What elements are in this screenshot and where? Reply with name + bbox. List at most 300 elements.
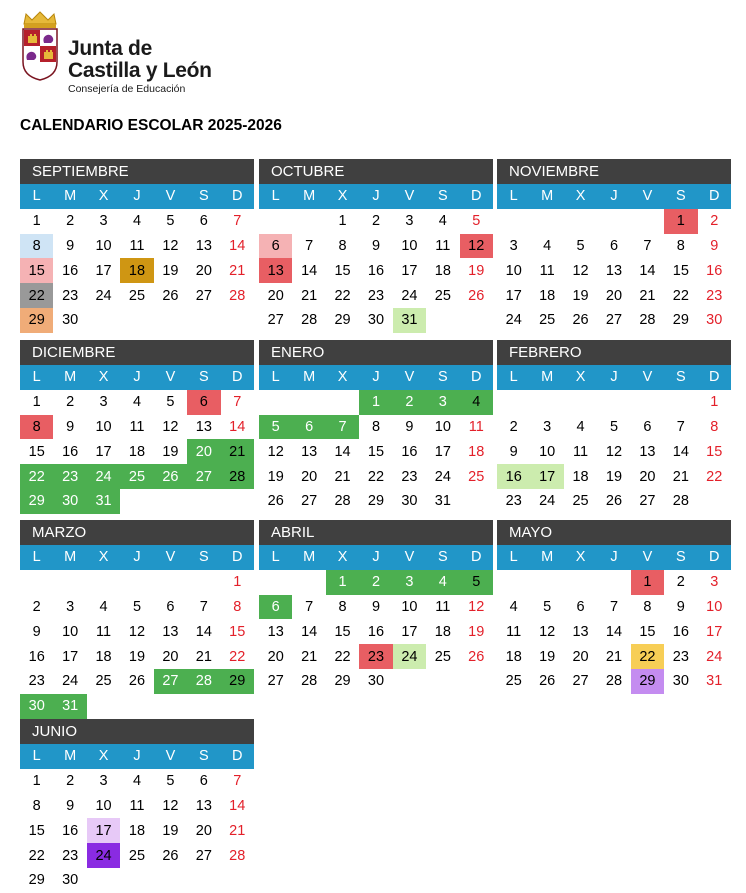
day-cell: 20 [267, 287, 284, 304]
empty-cell [292, 570, 325, 595]
day-cell: 27 [605, 312, 623, 329]
day-cell: 23 [401, 468, 418, 485]
month-name: OCTUBRE [259, 159, 493, 184]
empty-cell [259, 209, 292, 234]
empty-cell [564, 209, 597, 234]
day-cell: 20 [195, 822, 212, 839]
day-cell: 14 [195, 623, 212, 640]
day-cell: 19 [572, 287, 589, 304]
day-cell: 9 [66, 797, 75, 814]
month-name: NOVIEMBRE [497, 159, 731, 184]
weekday-header: X [326, 184, 359, 209]
month-grid [259, 184, 493, 333]
month-septiembre [20, 159, 254, 333]
weekday-header: S [426, 365, 459, 390]
day-cell: 21 [229, 262, 246, 279]
day-cell: 23 [53, 464, 86, 489]
day-cell: 24 [401, 287, 418, 304]
day-cell: 25 [468, 468, 485, 485]
day-cell: 21 [605, 648, 623, 665]
day-cell: 3 [426, 390, 459, 415]
day-cell: 28 [639, 312, 656, 329]
day-cell: 13 [195, 418, 212, 435]
day-cell: 21 [334, 468, 351, 485]
day-cell: 7 [643, 237, 652, 254]
day-cell: 4 [460, 390, 493, 415]
day-cell: 9 [371, 598, 381, 615]
day-cell: 14 [639, 262, 656, 279]
day-cell: 3 [710, 574, 719, 591]
day-cell: 9 [371, 237, 381, 254]
month-grid [20, 744, 254, 893]
day-cell: 12 [460, 234, 493, 259]
day-cell: 17 [87, 818, 120, 843]
day-cell: 29 [334, 673, 351, 690]
day-cell: 10 [95, 797, 112, 814]
day-cell: 2 [359, 570, 392, 595]
empty-cell [530, 390, 563, 415]
day-cell: 10 [95, 418, 112, 435]
day-cell: 14 [301, 262, 318, 279]
day-cell: 30 [62, 312, 79, 329]
day-cell: 31 [53, 694, 86, 719]
month-name: MAYO [497, 520, 731, 545]
day-cell: 13 [195, 797, 212, 814]
day-cell: 5 [460, 570, 493, 595]
day-cell: 12 [572, 262, 589, 279]
day-cell: 4 [132, 773, 142, 790]
weekday-header: X [564, 545, 597, 570]
month-mayo [497, 520, 731, 694]
day-cell: 17 [62, 648, 79, 665]
day-cell: 4 [426, 570, 459, 595]
weekday-header: S [187, 184, 220, 209]
day-cell: 6 [259, 234, 292, 259]
day-cell: 16 [401, 443, 418, 460]
day-cell: 22 [20, 464, 53, 489]
day-cell: 7 [233, 213, 242, 230]
day-cell: 30 [53, 489, 86, 514]
day-cell: 6 [643, 418, 652, 435]
weekday-header: S [187, 744, 220, 769]
day-cell: 2 [66, 213, 75, 230]
day-cell: 17 [401, 623, 418, 640]
day-cell: 25 [434, 287, 451, 304]
day-cell: 2 [66, 394, 75, 411]
day-cell: 29 [631, 669, 664, 694]
org-name-line2: Castilla y León [68, 59, 212, 82]
day-cell: 16 [62, 443, 79, 460]
day-cell: 15 [28, 822, 45, 839]
empty-cell [259, 390, 292, 415]
month-name: DICIEMBRE [20, 340, 254, 365]
junta-logo [20, 10, 220, 100]
day-cell: 23 [62, 287, 79, 304]
day-cell: 10 [401, 598, 418, 615]
org-name-line1: Junta de [68, 37, 152, 60]
weekday-header: J [120, 365, 153, 390]
day-cell: 5 [609, 418, 619, 435]
day-cell: 19 [128, 648, 146, 665]
day-cell: 19 [162, 443, 179, 460]
weekday-header: D [460, 545, 493, 570]
weekday-header: X [87, 365, 120, 390]
day-cell: 11 [96, 623, 112, 640]
day-cell: 28 [672, 493, 689, 510]
day-cell: 1 [326, 570, 359, 595]
day-cell: 28 [187, 669, 220, 694]
day-cell: 27 [301, 493, 318, 510]
day-cell: 28 [301, 673, 318, 690]
weekday-header: M [292, 184, 325, 209]
day-cell: 22 [672, 287, 689, 304]
day-cell: 15 [20, 258, 53, 283]
day-cell: 27 [195, 847, 212, 864]
day-cell: 20 [605, 287, 623, 304]
day-cell: 14 [334, 443, 351, 460]
day-cell: 26 [162, 847, 179, 864]
day-cell: 25 [128, 287, 146, 304]
day-cell: 1 [233, 574, 242, 591]
day-cell: 5 [576, 237, 585, 254]
day-cell: 13 [301, 443, 318, 460]
day-cell: 8 [676, 237, 685, 254]
day-cell: 12 [468, 598, 485, 615]
day-cell: 27 [187, 464, 220, 489]
day-cell: 11 [435, 237, 451, 254]
month-diciembre [20, 340, 254, 514]
day-cell: 26 [468, 287, 485, 304]
day-cell: 14 [229, 237, 246, 254]
day-cell: 18 [128, 822, 146, 839]
day-cell: 6 [166, 598, 175, 615]
day-cell: 2 [371, 213, 381, 230]
month-abril [259, 520, 493, 694]
day-cell: 25 [505, 673, 522, 690]
day-cell: 8 [32, 797, 41, 814]
day-cell: 12 [162, 797, 179, 814]
weekday-header: L [20, 545, 53, 570]
day-cell: 2 [66, 773, 75, 790]
day-cell: 24 [505, 312, 522, 329]
weekday-header: X [87, 744, 120, 769]
coat-of-arms-icon [20, 10, 60, 82]
day-cell: 27 [639, 493, 656, 510]
day-cell: 7 [609, 598, 619, 615]
day-cell: 29 [20, 489, 53, 514]
day-cell: 12 [162, 418, 179, 435]
empty-cell [631, 209, 664, 234]
weekday-header: D [221, 184, 254, 209]
day-cell: 18 [434, 623, 451, 640]
day-cell: 15 [334, 262, 351, 279]
day-cell: 4 [543, 237, 552, 254]
day-cell: 5 [543, 598, 552, 615]
day-cell: 16 [62, 262, 79, 279]
day-cell: 23 [359, 644, 392, 669]
day-cell: 3 [393, 570, 426, 595]
day-cell: 4 [99, 598, 108, 615]
day-cell: 2 [32, 598, 41, 615]
day-cell: 24 [87, 843, 120, 868]
day-cell: 27 [195, 287, 212, 304]
day-cell: 2 [509, 418, 518, 435]
day-cell: 13 [605, 262, 623, 279]
day-cell: 16 [367, 262, 385, 279]
day-cell: 25 [434, 648, 451, 665]
weekday-header: J [359, 545, 392, 570]
weekday-header: D [460, 184, 493, 209]
weekday-header: X [326, 545, 359, 570]
day-cell: 8 [338, 237, 347, 254]
day-cell: 6 [292, 415, 325, 440]
weekday-header: L [259, 365, 292, 390]
weekday-header: J [120, 184, 153, 209]
day-cell: 17 [434, 443, 451, 460]
empty-cell [631, 390, 664, 415]
empty-cell [292, 390, 325, 415]
weekday-header: D [460, 365, 493, 390]
day-cell: 26 [605, 493, 623, 510]
day-cell: 24 [87, 464, 120, 489]
empty-cell [564, 570, 597, 595]
day-cell: 16 [367, 623, 385, 640]
day-cell: 21 [301, 287, 318, 304]
day-cell: 13 [639, 443, 656, 460]
day-cell: 28 [229, 287, 246, 304]
day-cell: 10 [505, 262, 522, 279]
day-cell: 27 [267, 312, 284, 329]
weekday-header: S [664, 545, 697, 570]
day-cell: 30 [672, 673, 689, 690]
day-cell: 5 [166, 773, 175, 790]
month-febrero [497, 340, 731, 514]
month-grid [259, 545, 493, 694]
day-cell: 4 [132, 394, 142, 411]
day-cell: 9 [32, 623, 41, 640]
day-cell: 11 [573, 443, 589, 460]
day-cell: 17 [95, 443, 112, 460]
empty-cell [530, 570, 563, 595]
month-grid [497, 184, 731, 333]
empty-cell [597, 390, 630, 415]
day-cell: 31 [87, 489, 120, 514]
day-cell: 10 [706, 598, 723, 615]
day-cell: 7 [326, 415, 359, 440]
day-cell: 4 [509, 598, 518, 615]
day-cell: 3 [66, 598, 75, 615]
empty-cell [564, 390, 597, 415]
day-cell: 20 [639, 468, 656, 485]
day-cell: 18 [95, 648, 112, 665]
month-name: MARZO [20, 520, 254, 545]
weekday-header: D [221, 545, 254, 570]
empty-cell [292, 209, 325, 234]
day-cell: 19 [468, 262, 485, 279]
day-cell: 30 [62, 872, 79, 889]
day-cell: 23 [367, 287, 385, 304]
day-cell: 21 [195, 648, 212, 665]
day-cell: 16 [706, 262, 723, 279]
weekday-header: D [698, 184, 731, 209]
weekday-header: D [698, 365, 731, 390]
month-noviembre [497, 159, 731, 333]
day-cell: 3 [99, 394, 108, 411]
month-grid [497, 365, 731, 514]
day-cell: 28 [301, 312, 318, 329]
day-cell: 17 [95, 262, 112, 279]
day-cell: 15 [639, 623, 656, 640]
weekday-header: V [393, 365, 426, 390]
day-cell: 26 [267, 493, 284, 510]
day-cell: 3 [99, 213, 108, 230]
weekday-header: V [154, 184, 187, 209]
weekday-header: V [154, 545, 187, 570]
weekday-header: V [393, 545, 426, 570]
weekday-header: M [53, 744, 86, 769]
empty-cell [530, 209, 563, 234]
day-cell: 8 [20, 234, 53, 259]
weekday-header: V [631, 545, 664, 570]
day-cell: 24 [539, 493, 556, 510]
weekday-header: J [359, 184, 392, 209]
day-cell: 9 [66, 237, 75, 254]
weekday-header: X [564, 184, 597, 209]
day-cell: 29 [221, 669, 254, 694]
day-cell: 18 [539, 287, 556, 304]
day-cell: 30 [706, 312, 723, 329]
weekday-header: V [631, 184, 664, 209]
day-cell: 30 [367, 312, 385, 329]
day-cell: 7 [233, 394, 242, 411]
day-cell: 10 [434, 418, 451, 435]
weekday-header: L [20, 744, 53, 769]
day-cell: 16 [28, 648, 45, 665]
weekday-header: D [221, 365, 254, 390]
month-name: ENERO [259, 340, 493, 365]
weekday-header: M [292, 365, 325, 390]
day-cell: 24 [95, 287, 112, 304]
weekday-header: S [187, 545, 220, 570]
day-cell: 18 [572, 468, 589, 485]
day-cell: 13 [259, 258, 292, 283]
day-cell: 3 [509, 237, 518, 254]
day-cell: 17 [505, 287, 522, 304]
day-cell: 24 [434, 468, 451, 485]
page-title: CALENDARIO ESCOLAR 2025-2026 [20, 117, 282, 134]
day-cell: 8 [643, 598, 652, 615]
weekday-header: L [20, 365, 53, 390]
weekday-header: M [530, 365, 563, 390]
day-cell: 20 [572, 648, 589, 665]
day-cell: 23 [28, 673, 45, 690]
day-cell: 20 [162, 648, 179, 665]
weekday-header: J [597, 184, 630, 209]
day-cell: 8 [371, 418, 381, 435]
month-name: ABRIL [259, 520, 493, 545]
day-cell: 14 [229, 418, 246, 435]
weekday-header: X [564, 365, 597, 390]
day-cell: 6 [187, 390, 220, 415]
day-cell: 11 [539, 262, 555, 279]
day-cell: 18 [434, 262, 451, 279]
weekday-header: S [187, 365, 220, 390]
month-grid [20, 365, 254, 514]
day-cell: 7 [199, 598, 208, 615]
day-cell: 17 [530, 464, 563, 489]
day-cell: 27 [154, 669, 187, 694]
day-cell: 25 [95, 673, 112, 690]
empty-cell [87, 570, 120, 595]
month-octubre [259, 159, 493, 333]
day-cell: 22 [229, 648, 246, 665]
day-cell: 4 [576, 418, 585, 435]
day-cell: 8 [20, 415, 53, 440]
day-cell: 29 [367, 493, 385, 510]
weekday-header: L [497, 184, 530, 209]
day-cell: 19 [162, 262, 179, 279]
empty-cell [326, 390, 359, 415]
day-cell: 3 [543, 418, 552, 435]
day-cell: 26 [128, 673, 146, 690]
day-cell: 10 [95, 237, 112, 254]
day-cell: 16 [62, 822, 79, 839]
day-cell: 15 [28, 443, 45, 460]
weekday-header: L [259, 184, 292, 209]
day-cell: 23 [505, 493, 522, 510]
weekday-header: D [698, 545, 731, 570]
day-cell: 11 [129, 797, 145, 814]
month-marzo [20, 520, 254, 719]
day-cell: 19 [539, 648, 556, 665]
empty-cell [497, 570, 530, 595]
day-cell: 26 [572, 312, 589, 329]
day-cell: 1 [631, 570, 664, 595]
day-cell: 28 [229, 847, 246, 864]
day-cell: 22 [334, 287, 351, 304]
day-cell: 20 [187, 439, 220, 464]
day-cell: 9 [509, 443, 518, 460]
day-cell: 10 [401, 237, 418, 254]
day-cell: 22 [367, 468, 385, 485]
weekday-header: M [530, 545, 563, 570]
day-cell: 24 [393, 644, 426, 669]
day-cell: 7 [305, 237, 314, 254]
empty-cell [120, 570, 153, 595]
day-cell: 30 [367, 673, 385, 690]
day-cell: 31 [706, 673, 723, 690]
day-cell: 17 [401, 262, 418, 279]
weekday-header: X [87, 545, 120, 570]
month-grid [497, 545, 731, 694]
day-cell: 11 [129, 418, 145, 435]
day-cell: 30 [401, 493, 418, 510]
day-cell: 31 [393, 308, 426, 333]
day-cell: 21 [639, 287, 656, 304]
day-cell: 16 [497, 464, 530, 489]
day-cell: 1 [32, 394, 41, 411]
weekday-header: M [53, 365, 86, 390]
day-cell: 23 [706, 287, 723, 304]
weekday-header: V [631, 365, 664, 390]
day-cell: 17 [706, 623, 723, 640]
day-cell: 1 [664, 209, 697, 234]
weekday-header: J [359, 365, 392, 390]
day-cell: 12 [162, 237, 179, 254]
day-cell: 6 [576, 598, 585, 615]
day-cell: 27 [267, 673, 284, 690]
day-cell: 13 [195, 237, 212, 254]
